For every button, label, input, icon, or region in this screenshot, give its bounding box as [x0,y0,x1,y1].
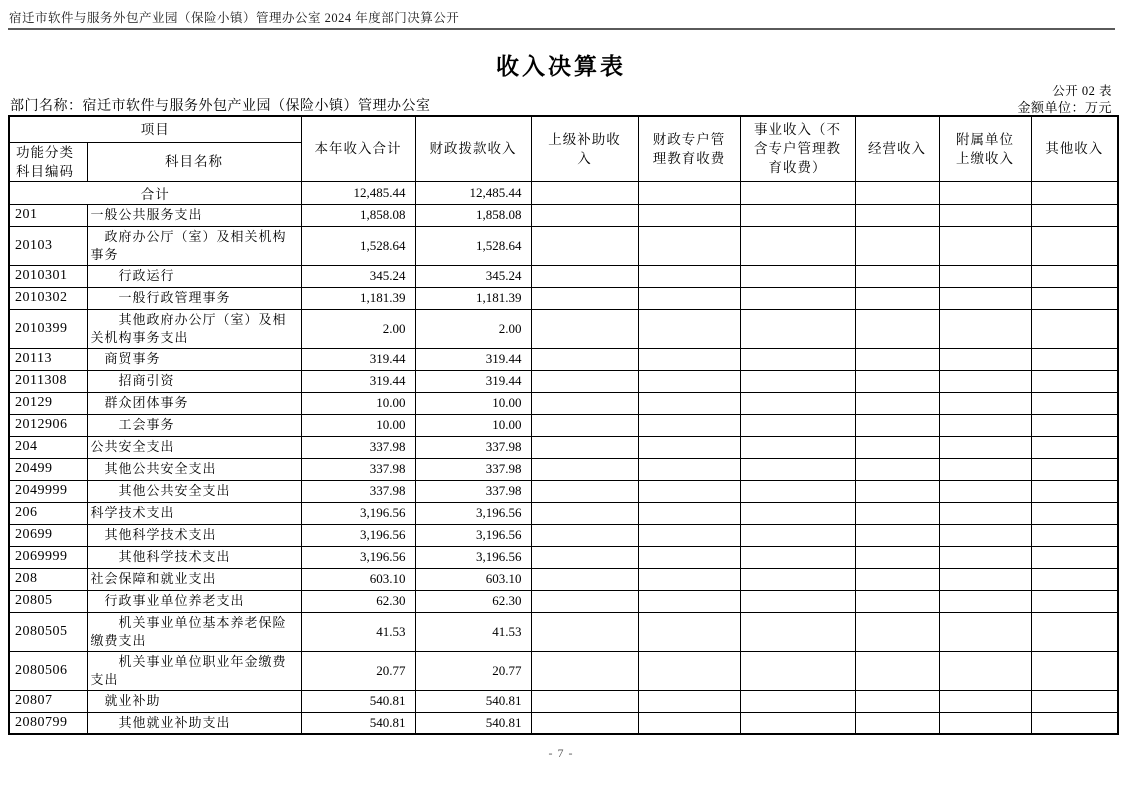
row-value-cell [855,502,939,524]
table-row [9,414,1118,436]
row-value-cell: 1,181.39 [301,287,415,309]
row-value-cell [740,392,855,414]
row-code-cell: 2010399 [9,309,87,348]
row-value-cell [939,414,1031,436]
row-value-cell [531,392,638,414]
row-name-cell: 其他科学技术支出 [87,524,301,546]
table-row [9,690,1118,712]
row-value-cell: 1,528.64 [301,226,415,265]
row-value-cell [855,590,939,612]
row-value-cell [638,690,740,712]
row-value-cell [638,590,740,612]
row-value-cell: 345.24 [301,265,415,287]
row-value-cell: 337.98 [301,436,415,458]
row-value-cell [638,204,740,226]
row-value-cell [939,690,1031,712]
row-value-cell [740,502,855,524]
row-value-cell: 319.44 [415,370,531,392]
row-code-cell: 20699 [9,524,87,546]
row-value-cell [740,590,855,612]
row-value-cell [740,651,855,690]
row-value-cell [1031,612,1118,651]
row-value-cell [531,458,638,480]
row-code-cell: 2080799 [9,712,87,734]
row-value-cell [855,651,939,690]
row-name-cell: 行政运行 [87,265,301,287]
row-value-cell [939,226,1031,265]
row-value-cell [531,651,638,690]
row-value-cell [939,204,1031,226]
row-code-cell: 20807 [9,690,87,712]
row-value-cell [740,436,855,458]
row-value-cell [638,309,740,348]
row-value-cell [939,712,1031,734]
row-value-cell [855,265,939,287]
row-code-cell: 20499 [9,458,87,480]
row-value-cell [1031,546,1118,568]
row-value-cell [855,458,939,480]
row-value-cell [638,414,740,436]
row-value-cell: 540.81 [301,712,415,734]
row-name-cell: 就业补助 [87,690,301,712]
table-row [9,568,1118,590]
table-code-label: 公开 02 表 [1052,84,1112,98]
table-row [9,287,1118,309]
row-name-cell: 政府办公厅（室）及相关机构事务 [87,226,301,265]
header-cell-project: 项目 [9,116,301,142]
row-value-cell [638,612,740,651]
row-value-cell [1031,226,1118,265]
row-value-cell [740,370,855,392]
row-name-cell: 其他公共安全支出 [87,458,301,480]
row-name-cell: 其他科学技术支出 [87,546,301,568]
row-value-cell [939,546,1031,568]
row-value-cell: 319.44 [301,370,415,392]
row-value-cell: 3,196.56 [415,502,531,524]
row-value-cell: 10.00 [301,414,415,436]
table-row [9,181,1118,204]
row-value-cell: 345.24 [415,265,531,287]
row-value-cell [638,181,740,204]
row-value-cell [740,265,855,287]
row-total-label-cell: 合计 [9,181,301,204]
row-value-cell [1031,458,1118,480]
row-name-cell: 群众团体事务 [87,392,301,414]
header-cell-special-account-education-fees: 财政专户管理教育收费 [638,116,740,181]
row-value-cell [531,590,638,612]
row-value-cell [638,265,740,287]
row-value-cell: 603.10 [415,568,531,590]
income-final-accounts-table [8,115,1119,735]
row-value-cell [531,480,638,502]
row-value-cell [1031,712,1118,734]
row-value-cell: 10.00 [415,392,531,414]
row-value-cell: 20.77 [415,651,531,690]
row-value-cell [740,181,855,204]
row-value-cell [939,480,1031,502]
row-value-cell [1031,287,1118,309]
row-value-cell: 1,858.08 [415,204,531,226]
row-value-cell [531,181,638,204]
row-value-cell [855,370,939,392]
row-value-cell: 3,196.56 [301,546,415,568]
row-value-cell [740,458,855,480]
table-row [9,309,1118,348]
row-value-cell: 603.10 [301,568,415,590]
row-name-cell: 其他政府办公厅（室）及相关机构事务支出 [87,309,301,348]
row-code-cell: 2069999 [9,546,87,568]
row-value-cell [855,181,939,204]
row-value-cell: 319.44 [415,348,531,370]
row-value-cell [855,309,939,348]
row-value-cell: 3,196.56 [415,524,531,546]
row-name-cell: 行政事业单位养老支出 [87,590,301,612]
row-value-cell [638,370,740,392]
row-code-cell: 20113 [9,348,87,370]
row-value-cell [855,480,939,502]
row-value-cell [638,226,740,265]
table-row [9,436,1118,458]
row-value-cell [855,524,939,546]
table-row [9,480,1118,502]
table-row [9,590,1118,612]
row-value-cell: 3,196.56 [415,546,531,568]
row-value-cell [740,480,855,502]
row-name-cell: 招商引资 [87,370,301,392]
row-value-cell [1031,436,1118,458]
row-value-cell [1031,502,1118,524]
header-cell-operating-income: 经营收入 [855,116,939,181]
row-value-cell [531,226,638,265]
row-value-cell: 12,485.44 [415,181,531,204]
row-name-cell: 公共安全支出 [87,436,301,458]
row-code-cell: 208 [9,568,87,590]
row-value-cell [1031,651,1118,690]
row-value-cell [638,524,740,546]
row-value-cell [638,392,740,414]
row-name-cell: 其他公共安全支出 [87,480,301,502]
table-row [9,226,1118,265]
row-value-cell [740,712,855,734]
row-code-cell: 20129 [9,392,87,414]
row-value-cell [855,287,939,309]
table-row [9,392,1118,414]
row-value-cell [939,568,1031,590]
row-value-cell [939,309,1031,348]
row-value-cell [740,690,855,712]
row-value-cell [1031,309,1118,348]
row-value-cell [939,502,1031,524]
row-value-cell [855,568,939,590]
row-value-cell: 2.00 [415,309,531,348]
row-value-cell [740,612,855,651]
header-cell-business-income: 事业收入（不含专户管理教育收费） [740,116,855,181]
row-value-cell [855,204,939,226]
row-value-cell: 41.53 [301,612,415,651]
row-value-cell: 12,485.44 [301,181,415,204]
row-value-cell [740,309,855,348]
row-value-cell [740,226,855,265]
row-value-cell [531,612,638,651]
row-value-cell: 319.44 [301,348,415,370]
row-value-cell: 20.77 [301,651,415,690]
row-value-cell [531,690,638,712]
table-row [9,546,1118,568]
row-value-cell [1031,568,1118,590]
row-value-cell [531,370,638,392]
row-value-cell [939,524,1031,546]
row-value-cell: 41.53 [415,612,531,651]
row-code-cell: 204 [9,436,87,458]
table-row [9,370,1118,392]
row-code-cell: 2011308 [9,370,87,392]
row-value-cell: 540.81 [415,712,531,734]
row-value-cell [855,546,939,568]
row-value-cell [531,348,638,370]
row-value-cell [855,348,939,370]
row-value-cell: 3,196.56 [301,502,415,524]
row-value-cell: 10.00 [301,392,415,414]
row-value-cell [855,414,939,436]
row-code-cell: 2010302 [9,287,87,309]
row-code-cell: 20805 [9,590,87,612]
table-body [9,181,1118,734]
row-code-cell: 206 [9,502,87,524]
row-code-cell: 20103 [9,226,87,265]
row-value-cell: 540.81 [301,690,415,712]
row-value-cell [939,265,1031,287]
row-name-cell: 社会保障和就业支出 [87,568,301,590]
row-value-cell [638,546,740,568]
row-value-cell [939,458,1031,480]
row-value-cell: 337.98 [415,480,531,502]
row-value-cell [855,690,939,712]
row-value-cell [638,458,740,480]
row-value-cell [1031,524,1118,546]
table-row [9,265,1118,287]
row-value-cell [1031,590,1118,612]
row-value-cell [855,226,939,265]
row-value-cell [939,612,1031,651]
row-value-cell [531,287,638,309]
row-value-cell [939,590,1031,612]
row-value-cell [1031,480,1118,502]
table-row [9,204,1118,226]
row-value-cell [855,436,939,458]
row-value-cell [531,568,638,590]
header-row-project [9,116,1118,142]
table-row [9,712,1118,734]
row-value-cell [740,348,855,370]
row-value-cell [638,287,740,309]
row-value-cell: 540.81 [415,690,531,712]
row-value-cell [531,309,638,348]
row-value-cell [855,392,939,414]
row-value-cell [740,414,855,436]
page-title: 收入决算表 [496,54,626,80]
row-value-cell [855,712,939,734]
row-value-cell [1031,370,1118,392]
table-row [9,348,1118,370]
row-value-cell [638,480,740,502]
row-value-cell [531,204,638,226]
row-value-cell [638,502,740,524]
document-header-text: 宿迁市软件与服务外包产业园（保险小镇）管理办公室 2024 年度部门决算公开 [9,11,460,25]
row-value-cell [939,181,1031,204]
row-value-cell: 3,196.56 [301,524,415,546]
table-row [9,651,1118,690]
header-cell-subject-name: 科目名称 [87,142,301,181]
row-name-cell: 商贸事务 [87,348,301,370]
row-code-cell: 2080506 [9,651,87,690]
row-value-cell [939,392,1031,414]
row-value-cell [939,370,1031,392]
row-code-cell: 2080505 [9,612,87,651]
header-cell-function-code: 功能分类科目编码 [9,142,87,181]
row-value-cell [531,414,638,436]
row-value-cell: 337.98 [301,480,415,502]
row-name-cell: 科学技术支出 [87,502,301,524]
row-value-cell [531,502,638,524]
row-value-cell [638,348,740,370]
table-row [9,458,1118,480]
row-value-cell [1031,204,1118,226]
row-name-cell: 机关事业单位职业年金缴费支出 [87,651,301,690]
row-value-cell [531,524,638,546]
row-value-cell [1031,392,1118,414]
row-name-cell: 其他就业补助支出 [87,712,301,734]
table-row [9,612,1118,651]
row-value-cell [939,348,1031,370]
header-cell-other-income: 其他收入 [1031,116,1118,181]
row-value-cell [531,712,638,734]
row-name-cell: 一般公共服务支出 [87,204,301,226]
row-value-cell [1031,414,1118,436]
row-value-cell [740,524,855,546]
row-value-cell: 62.30 [415,590,531,612]
row-value-cell [638,568,740,590]
table-row [9,502,1118,524]
row-value-cell: 1,858.08 [301,204,415,226]
row-value-cell [531,436,638,458]
row-value-cell [740,204,855,226]
row-value-cell: 62.30 [301,590,415,612]
row-code-cell: 2049999 [9,480,87,502]
row-value-cell [740,287,855,309]
table-row [9,524,1118,546]
row-value-cell [740,546,855,568]
row-value-cell [531,265,638,287]
row-value-cell [740,568,855,590]
header-cell-superior-subsidy: 上级补助收入 [531,116,638,181]
row-value-cell [531,546,638,568]
row-value-cell [638,712,740,734]
table-header [9,116,1118,181]
department-name-label: 部门名称：宿迁市软件与服务外包产业园（保险小镇）管理办公室 [10,99,431,114]
row-name-cell: 机关事业单位基本养老保险缴费支出 [87,612,301,651]
header-cell-affiliated-unit-income: 附属单位上缴收入 [939,116,1031,181]
row-value-cell [638,651,740,690]
row-value-cell [1031,348,1118,370]
amount-unit-label: 金额单位：万元 [1017,100,1112,115]
row-value-cell [855,612,939,651]
row-code-cell: 201 [9,204,87,226]
row-value-cell: 337.98 [415,436,531,458]
header-rule [8,28,1115,30]
row-value-cell: 337.98 [415,458,531,480]
row-value-cell [939,287,1031,309]
row-value-cell [939,436,1031,458]
row-name-cell: 工会事务 [87,414,301,436]
row-value-cell: 1,181.39 [415,287,531,309]
row-value-cell [1031,690,1118,712]
row-value-cell [1031,181,1118,204]
header-cell-fiscal-appropriation: 财政拨款收入 [415,116,531,181]
row-code-cell: 2012906 [9,414,87,436]
row-value-cell: 2.00 [301,309,415,348]
row-value-cell [638,436,740,458]
row-value-cell: 337.98 [301,458,415,480]
row-value-cell: 1,528.64 [415,226,531,265]
page-number: - 7 - [548,746,574,760]
header-cell-total-income: 本年收入合计 [301,116,415,181]
row-code-cell: 2010301 [9,265,87,287]
row-name-cell: 一般行政管理事务 [87,287,301,309]
row-value-cell [1031,265,1118,287]
row-value-cell: 10.00 [415,414,531,436]
row-value-cell [939,651,1031,690]
